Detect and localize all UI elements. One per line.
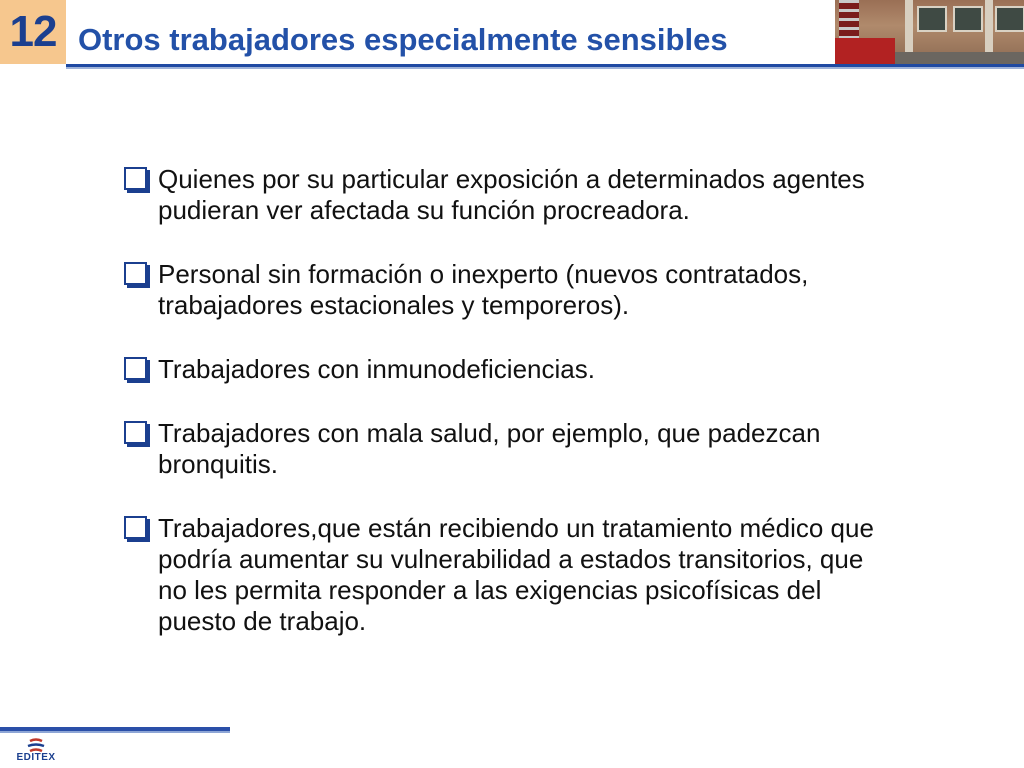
building-window xyxy=(917,6,947,32)
checkbox-bullet-icon xyxy=(124,167,147,190)
checkbox-bullet-icon xyxy=(124,262,147,285)
chapter-number-box xyxy=(0,0,66,64)
list-item-text: Personal sin formación o inexperto (nuevos contratados, trabajadores estacionales y temporeros). xyxy=(158,259,809,320)
list-item xyxy=(120,259,880,321)
fire-truck-graphic xyxy=(835,38,895,64)
page-title: Otros trabajadores especialmente sensibles xyxy=(78,22,728,57)
footer-bar-shadow xyxy=(0,731,230,733)
list-item-text: Quienes por su particular exposición a determinados agentes pudieran ver afectada su función procreadora. xyxy=(158,164,865,225)
street-graphic xyxy=(895,52,1024,64)
editex-logo xyxy=(6,738,66,766)
building-window xyxy=(953,6,983,32)
list-item-text: Trabajadores con mala salud, por ejemplo, que padezcan bronquitis. xyxy=(158,418,821,479)
header-photo xyxy=(835,0,1024,64)
list-item xyxy=(120,354,880,385)
list-item xyxy=(120,418,880,480)
checkbox-bullet-icon xyxy=(124,516,147,539)
checkbox-bullet-icon xyxy=(124,357,147,380)
header-rule-shadow xyxy=(66,67,1024,69)
bullet-list xyxy=(120,164,880,670)
checkbox-bullet-icon xyxy=(124,421,147,444)
list-item xyxy=(120,513,880,637)
building-window xyxy=(995,6,1024,32)
chapter-number: 12 xyxy=(9,7,57,56)
logo-text: EDITEX xyxy=(16,752,56,763)
list-item-text: Trabajadores con inmunodeficiencias. xyxy=(158,354,595,384)
list-item-text: Trabajadores,que están recibiendo un tratamiento médico que podría aumentar su vulnerabilidad a estados transitorios, que no les permita responder a las exigencias psicofísicas del puesto de trabajo. xyxy=(158,513,874,636)
list-item xyxy=(120,164,880,226)
